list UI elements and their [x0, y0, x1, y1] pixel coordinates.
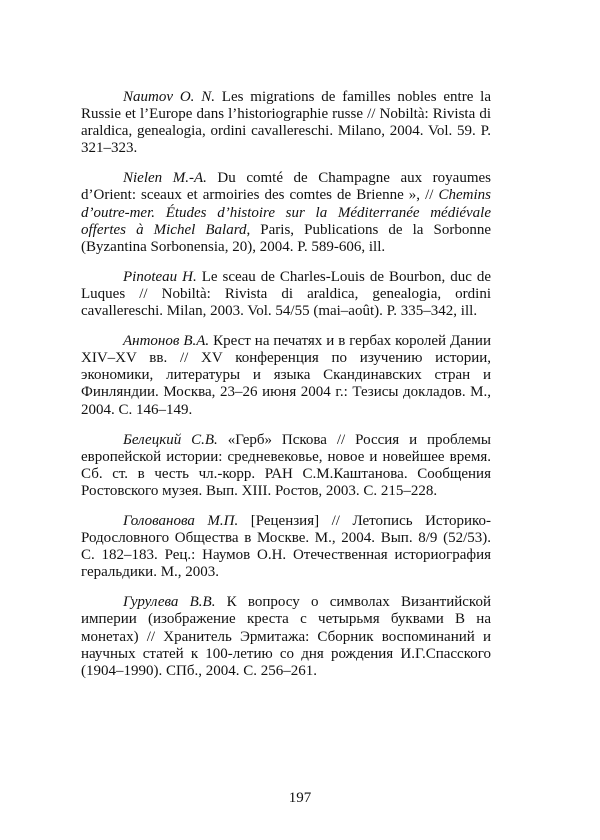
entry-text: Les migrations de familles nobles entre la Russie et l’Europe dans l’historiographie russe // Nobiltà: Rivista di araldica, genealogia, ordini cavallereschi. Milano, 2004. Vol. 59. P. 321–323.	[81, 89, 491, 157]
entry-text: Le sceau de Charles-Louis de Bourbon, duc de Luques // Nobiltà: Rivista di araldica, genealogia, ordini cavallereschi. Milan, 2003. Vol. 54/55 (mai–août). P. 335–342, ill.	[81, 268, 491, 320]
bibliography-entry	[81, 269, 491, 320]
entry-author: Белецкий С.В.	[123, 431, 218, 448]
entry-text: , Paris, Publications de la Sorbonne (Byzantina Sorbonensia, 20), 2004. P. 589-606, ill.	[81, 221, 491, 255]
bibliography-entry	[81, 89, 491, 157]
entry-text: Du comté de Champagne aux royaumes d’Orient: sceaux et armoiries des comtes de Brienne », //	[81, 170, 491, 204]
bibliography-entry	[81, 432, 491, 500]
entry-text: «Герб» Пскова // Россия и проблемы европейской истории: средневековье, новое и новейшее время. Сб. ст. в честь чл.-корр. РАН С.М.Каштанова. Сообщения Ростовского музея. Вып. XIII. Ростов, 2003. С. 215–228.	[81, 431, 492, 499]
bibliography-entry	[81, 594, 491, 679]
entry-author: Nielen M.-A.	[123, 170, 207, 187]
entry-text: Крест на печатях и в гербах королей Дании XIV–XV вв. // XV конференция по изучению истории, экономики, литературы и языка Скандинавских стран и Финляндии. Москва, 23–26 июня 2004 г.: Тезисы докладов. М., 2004. С. 146–149.	[81, 333, 491, 418]
bibliography-entry	[81, 513, 491, 581]
bibliography-list	[81, 89, 491, 693]
entry-author: Pinoteau H.	[123, 268, 197, 285]
entry-author: Гурулева В.В.	[123, 594, 216, 611]
entry-text: К вопросу о символах Византийской империи (изображение креста с четырьмя буквами В на монетах) // Хранитель Эрмитажа: Сборник воспоминаний и научных статей к 100-летию со дня рождения И.Г.Спасского (1904–1990). СПб., 2004. С. 256–261.	[81, 594, 491, 679]
entry-author: Naumov O. N.	[123, 89, 215, 105]
page-number: 197	[288, 790, 312, 806]
entry-author: Антонов В.А.	[123, 333, 210, 350]
bibliography-entry	[81, 170, 491, 255]
entry-author: Голованова М.П.	[123, 512, 239, 529]
bibliography-entry	[81, 333, 491, 418]
entry-text: [Рецензия] // Летопись Историко-Родословного Общества в Москве. М., 2004. Вып. 8/9 (52/53). С. 182–183. Рец.: Наумов О.Н. Отечественная историография геральдики. М., 2003.	[81, 512, 491, 581]
entry-italic-title: Chemins d’outre-mer. Études d’histoire sur la Méditerranée médiévale offertes à Michel Balard	[81, 187, 491, 238]
